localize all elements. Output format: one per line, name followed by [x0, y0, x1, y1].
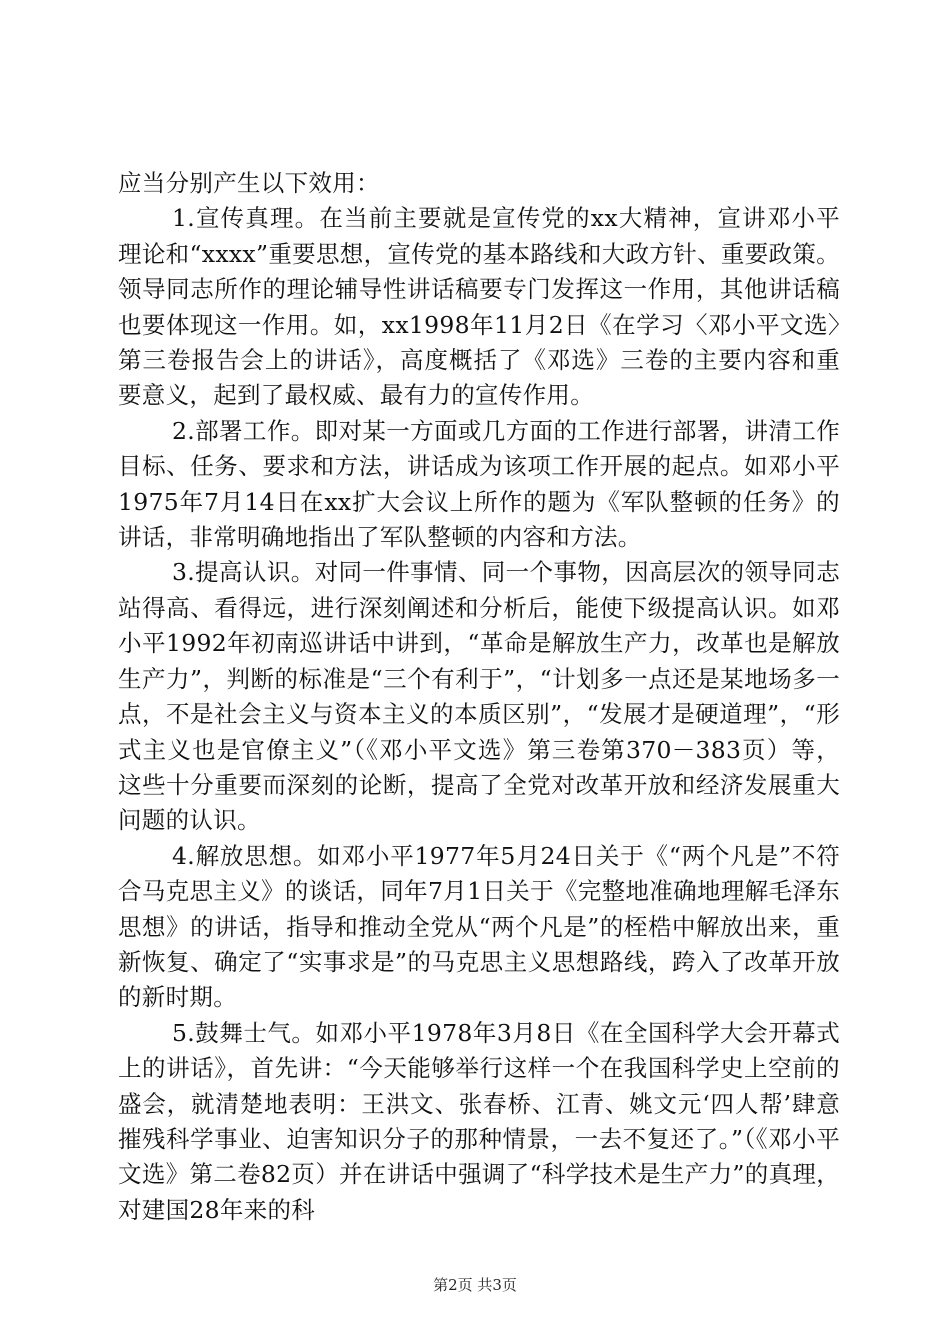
- page-footer: 第2页 共3页: [433, 1276, 517, 1294]
- paragraph-4-liberate-thinking: 4.解放思想。如邓小平1977年5月24日关于《“两个凡是”不符合马克思主义》的谈话，同年7月1日关于《完整地准确地理解毛泽东思想》的讲话，指导和推动全党从“两个凡是”的桎梏中解放出来，重新恢复、确定了“实事求是”的马克思主义思想路线，跨入了改革开放的新时期。: [118, 841, 840, 1012]
- paragraph-3-raise-awareness: 3.提高认识。对同一件事情、同一个事物，因高层次的领导同志站得高、看得远，进行深刻阐述和分析后，能使下级提高认识。如邓小平1992年初南巡讲话中讲到，“革命是解放生产力，改革也是解放生产力”，判断的标准是“三个有利于”，“计划多一点还是某地场多一点，不是社会主义与资本主义的本质区别”，“发展才是硬道理”，“形式主义也是官僚主义”（《邓小平文选》第三卷第370－383页）等，这些十分重要而深刻的论断，提高了全党对改革开放和经济发展重大问题的认识。: [118, 558, 840, 835]
- paragraph-2-deploy-work: 2.部署工作。即对某一方面或几方面的工作进行部署，讲清工作目标、任务、要求和方法，讲话成为该项工作开展的起点。如邓小平1975年7月14日在xx扩大会议上所作的题为《军队整顿的任务》的讲话，非常明确地指出了军队整顿的内容和方法。: [118, 416, 840, 552]
- paragraph-5-boost-morale: 5.鼓舞士气。如邓小平1978年3月8日《在全国科学大会开幕式上的讲话》，首先讲：“今天能够举行这样一个在我国科学史上空前的盛会，就清楚地表明：王洪文、张春桥、江青、姚文元‘四人帮’肆意摧残科学事业、迫害知识分子的那种情景，一去不复还了。”（《邓小平文选》第二卷82页）并在讲话中强调了“科学技术是生产力”的真理，对建国28年来的科: [118, 1018, 840, 1224]
- paragraph-1-spread-truth: 1.宣传真理。在当前主要就是宣传党的xx大精神，宣讲邓小平理论和“xxxx”重要思想，宣传党的基本路线和大政方针、重要政策。领导同志所作的理论辅导性讲话稿要专门发挥这一作用，其他讲话稿也要体现这一作用。如，xx1998年11月2日《在学习〈邓小平文选〉第三卷报告会上的讲话》，高度概括了《邓选》三卷的主要内容和重要意义，起到了最权威、最有力的宣传作用。: [118, 204, 840, 410]
- document-body: [118, 166, 840, 1228]
- paragraph-intro: 应当分别产生以下效用：: [118, 169, 380, 197]
